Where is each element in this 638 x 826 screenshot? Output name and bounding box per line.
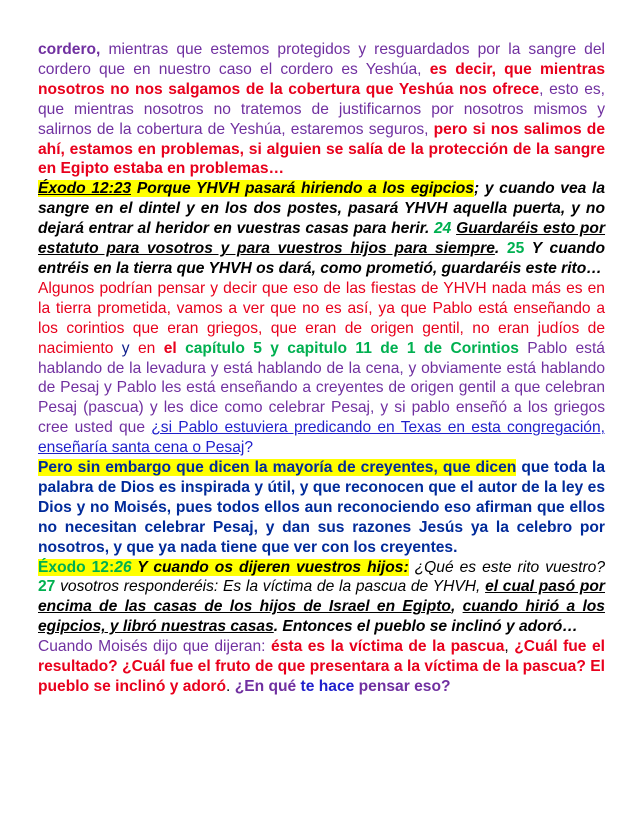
text-span: pero si nos salimos de ahí, estamos en problemas, si alguien se salía de la protección de la sangre en Egipto estaba en problemas… [38,120,605,178]
scripture-reference: Éxodo 12:23 [38,180,132,198]
text-span [155,340,163,357]
underlined-text: Guardaréis esto por estatuto para vosotros y para vuestros hijos para siempre [38,220,606,258]
underlined-text: el cual pasó por encima de las casas de los hijos de Israel en Egipto [38,578,605,616]
text-span: pensar eso? [358,678,451,695]
text-span: ¿Cuál fue el resultado? ¿Cuál fue el fruto de que presentara a la víctima de la pascua? El pueblo se inclinó y adoró [38,638,605,695]
paragraph-5 [38,558,605,638]
scripture-reference-verse: 26 [114,558,132,576]
text-span: , [450,598,463,616]
paragraph-1 [38,40,605,179]
text-span: te hace [300,678,359,695]
highlighted-text: Y cuando os dijeren vuestros hijos: [131,558,409,576]
text-span: , [504,638,515,656]
text-span: Pablo está hablando de la levadura y está hablando de la cena, y obviamente está hablando de Pesaj y Pablo les está enseñando a creyentes de origen gentil a que celebran Pesaj (pascua) y les dice como celebrar Pesaj, y si pablo enseñó a los griegos cree usted que [38,339,605,437]
underlined-text: cuando hirió a los egipcios, y libró nuestras casas [38,598,605,636]
text-span: que toda la palabra de Dios es inspirada y útil, y que reconocen que el autor de la ley es Dios y no Moisés, pues todos ellos aun reconociendo eso afirman que ellos no necesitan celebrar Pesaj, y dan sus razones Jesús ya la celebro por nosotros, y que ya nada tiene que ver con los creyentes. [38,459,605,556]
text-span: ¿Qué es este rito vuestro? [408,558,606,576]
text-span: ésta es la víctima de la pascua [265,638,505,656]
highlighted-text: Porque YHVH pasará hiriendo a los egipcios [131,180,474,198]
text-span: . Entonces el pueblo se inclinó y adoró… [273,618,578,636]
text-span: es decir, que mientras nosotros no nos salgamos de la cobertura que Yeshúa nos ofrece [38,60,606,98]
text-span: vosotros responderéis: Es la víctima de la pascua de YHVH, [55,578,486,596]
document-page [38,40,605,697]
text-span: ¿En qué [234,678,301,695]
text-span: Algunos podrían pensar y decir que eso de las fiestas de YHVH nada más es en la tierra prometida, vamos a ver que no es así, ya que Pablo está enseñando a los corintios que eran griegos, que eran de origen gentil, no eran judíos de nacimiento [38,279,605,357]
text-span: mientras que estemos protegidos y resguardados por la sangre del cordero que en nuestro caso el cordero es Yeshúa, [38,41,605,78]
text-span: y [113,339,138,357]
text-span: . [226,678,235,695]
verse-number: 24 [434,220,452,238]
underlined-question: ¿si Pablo estuviera predicando en Texas en esta congregación, enseñaría santa cena o Pesaj [38,419,605,457]
text-span: Y cuando entréis en la tierra que YHVH os dará, como prometió, guardaréis este rito… [38,240,605,277]
verse-number: 27 [38,578,56,596]
text-span: , esto es, que mientras nosotros no tratemos de justificarnos por nosotros mismos y salirnos de la cobertura de Yeshúa, estaremos seguros, [38,80,605,138]
paragraph-3 [38,279,605,458]
text-span: ? [244,439,254,457]
text-span: en [137,339,156,357]
paragraph-6 [38,637,605,697]
paragraph-2 [38,179,605,279]
text-span: . [494,240,507,258]
bible-reference: capítulo 5 y capitulo 11 de 1 de Corintios [176,339,519,357]
text-span: cordero, [38,41,101,58]
text-span: el [163,339,177,357]
highlighted-text: Pero sin embargo que dicen la mayoría de creyentes, que dicen [38,459,517,477]
scripture-reference: Éxodo 12: [38,558,115,576]
paragraph-4 [38,458,605,558]
verse-number: 25 [506,240,525,258]
text-span: Cuando Moisés dijo que dijeran: [38,638,266,656]
text-span: ; y cuando vea la sangre en el dintel y en los dos postes, pasará YHVH aquella puerta, y no dejará entrar al heridor en vuestras casas para herir. [38,180,606,238]
